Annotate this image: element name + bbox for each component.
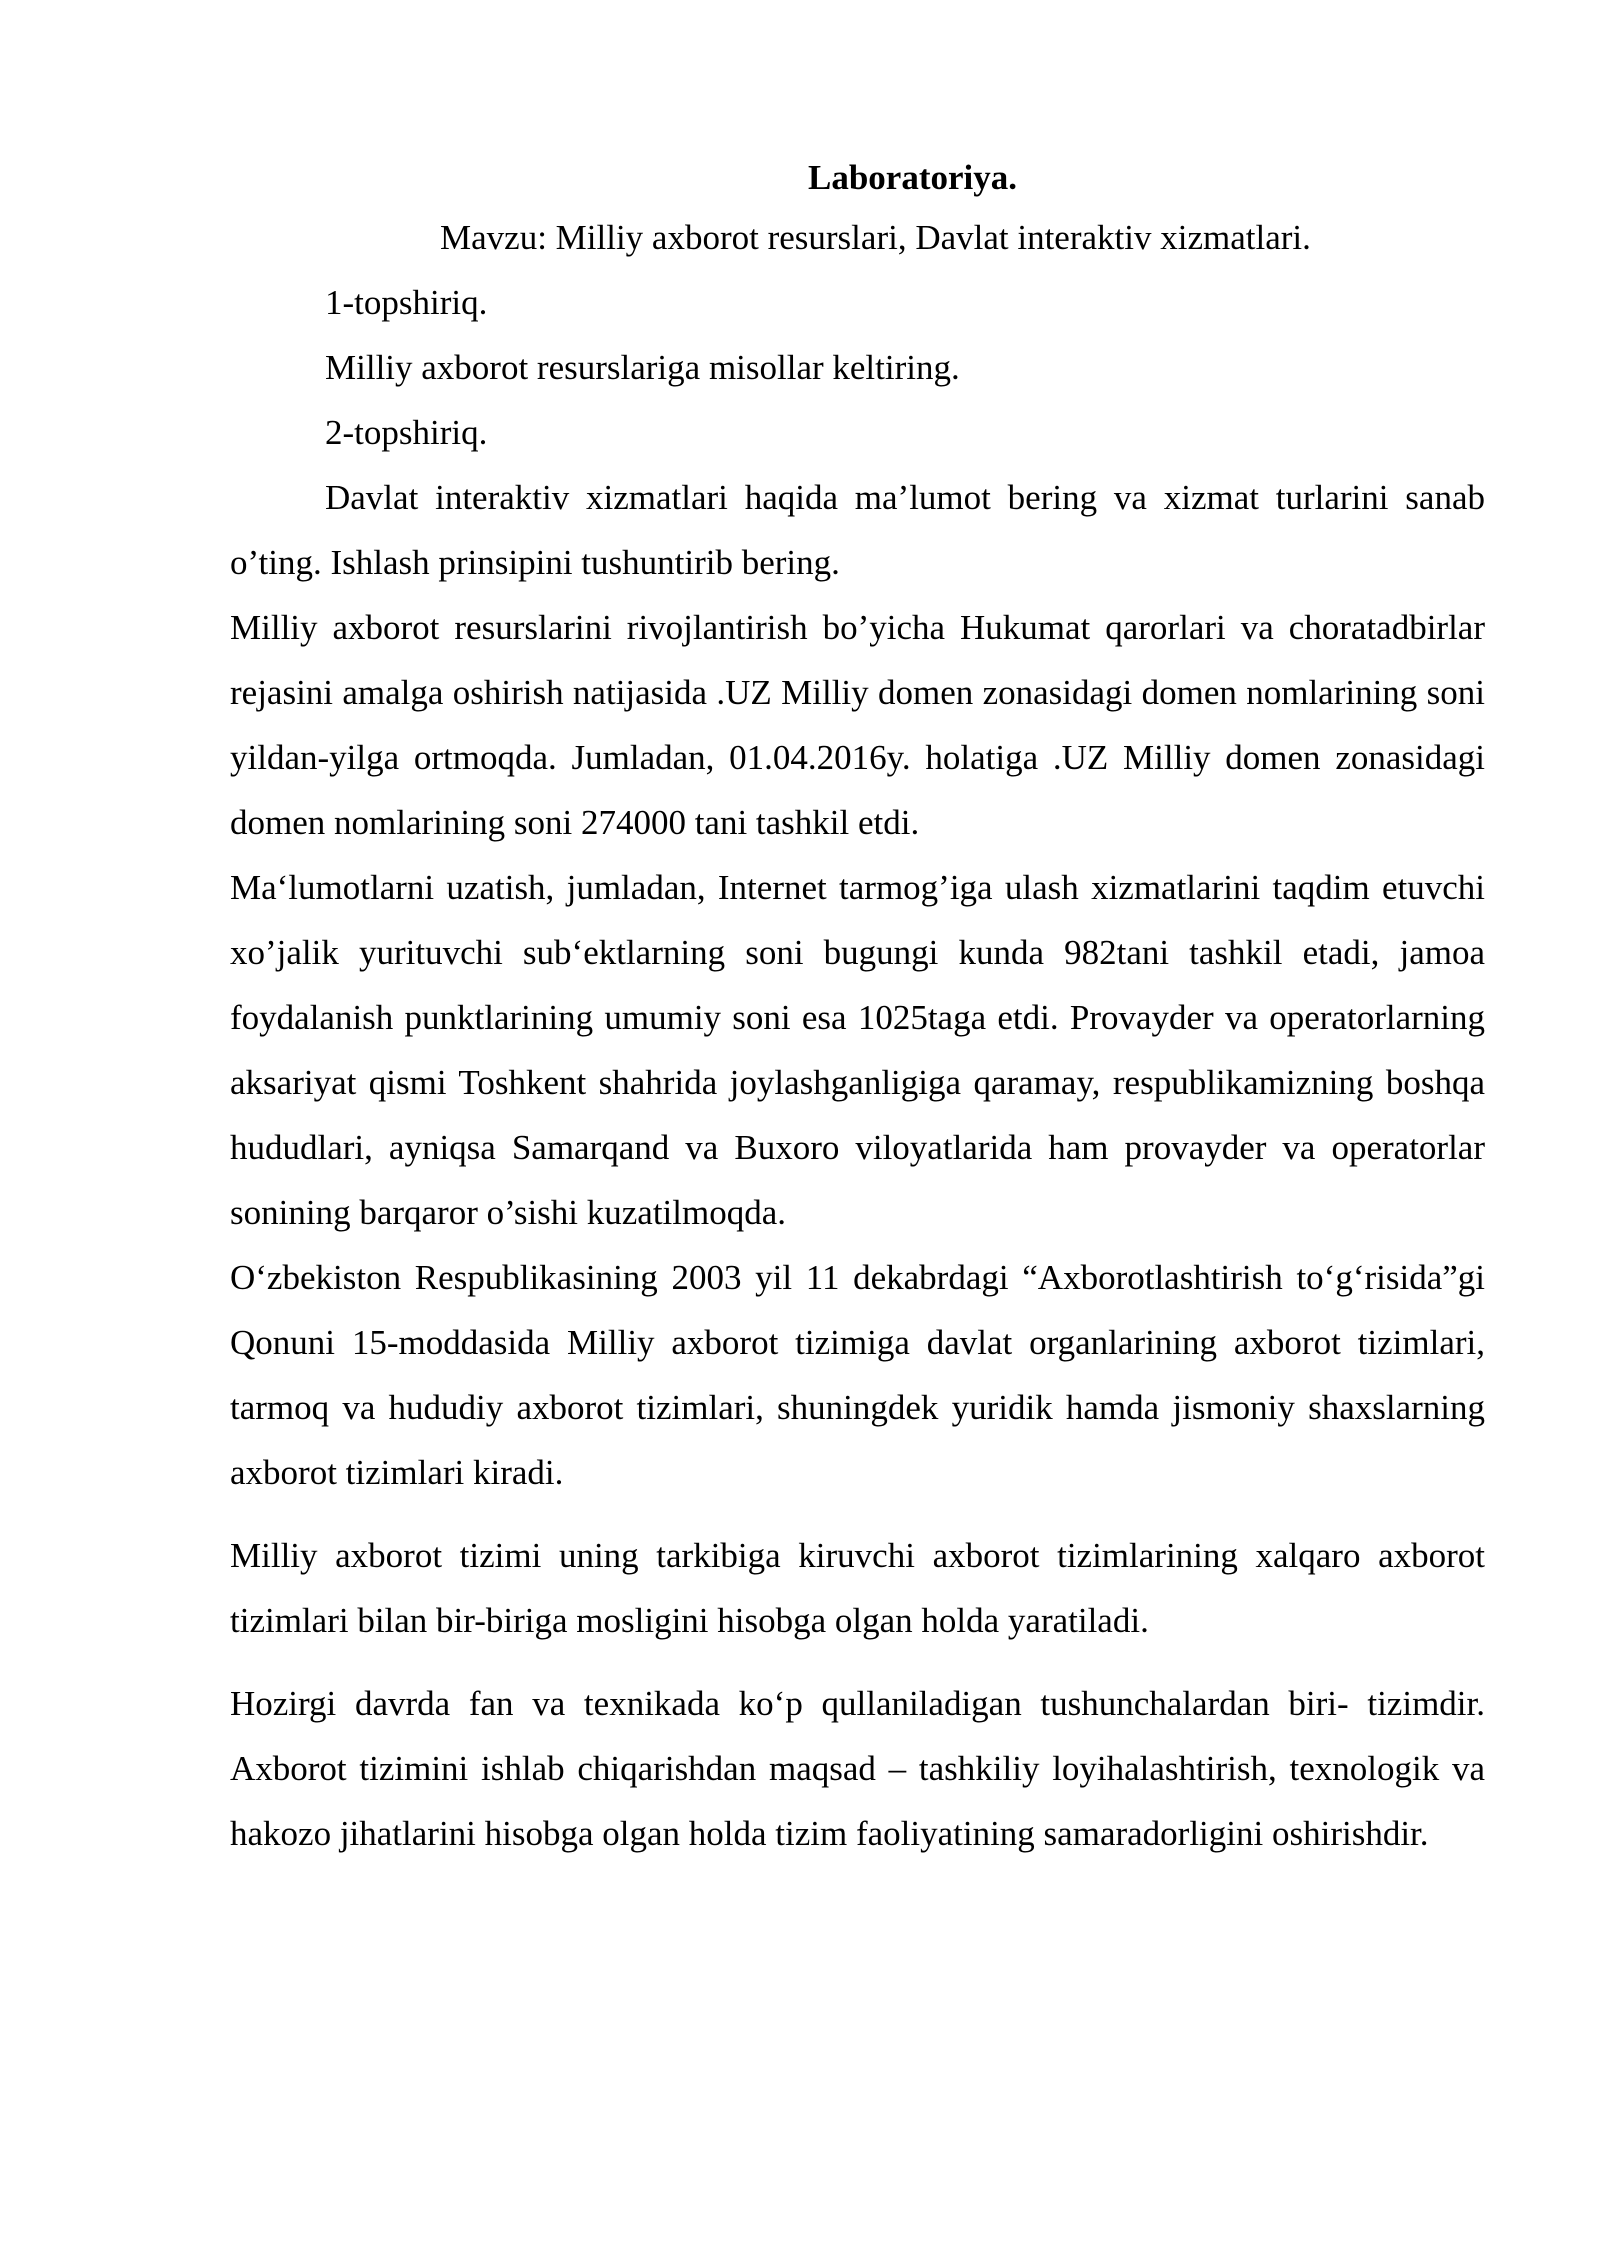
paragraph-system-concept: Hozirgi davrda fan va texnikada ko‘p qullaniladigan tushunchalardan biri- tizimdir. Axborot tizimini ishlab chiqarishdan maqsad – tashkiliy loyihalashtirish, texnologik va hakozo jihatlarini hisobga olgan holda tizim faoliyatining samaradorligini oshirishdir. <box>230 1684 1485 1853</box>
paragraph-national-system: Milliy axborot tizimi uning tarkibiga kiruvchi axborot tizimlarining xalqaro axborot tizimlari bilan bir-biriga mosligini hisobga olgan holda yaratiladi. <box>230 1536 1485 1640</box>
document-topic: Mavzu: Milliy axborot resurslari, Davlat interaktiv xizmatlari. <box>440 218 1311 257</box>
document-page <box>230 150 1485 1866</box>
task2-label: 2-topshiriq. <box>325 413 488 452</box>
task2-text: Davlat interaktiv xizmatlari haqida ma’lumot bering va xizmat turlarini sanab o’ting. Ishlash prinsipini tushuntirib bering. <box>230 478 1485 582</box>
paragraph-providers: Ma‘lumotlarni uzatish, jumladan, Internet tarmog’iga ulash xizmatlarini taqdim etuvchi xo’jalik yurituvchi sub‘ektlarning soni bugungi kunda 982tani tashkil etadi, jamoa foydalanish punktlarining umumiy soni esa 1025taga etdi. Provayder va operatorlarning aksariyat qismi Toshkent shahrida joylashganligiga qaramay, respublikamizning boshqa hududlari, ayniqsa Samarqand va Buxoro viloyatlarida ham provayder va operatorlar sonining barqaror o’sishi kuzatilmoqda. <box>230 868 1485 1232</box>
task1-text: Milliy axborot resurslariga misollar keltiring. <box>325 348 960 387</box>
task1-label: 1-topshiriq. <box>325 283 488 322</box>
paragraph-domain-names: Milliy axborot resurslarini rivojlantirish bo’yicha Hukumat qarorlari va choratadbirlar rejasini amalga oshirish natijasida .UZ Milliy domen zonasidagi domen nomlarining soni yildan-yilga ortmoqda. Jumladan, 01.04.2016y. holatiga .UZ Milliy domen zonasidagi domen nomlarining soni 274000 tani tashkil etdi. <box>230 608 1485 842</box>
paragraph-law: O‘zbekiston Respublikasining 2003 yil 11 dekabrdagi “Axborotlashtirish to‘g‘risida”gi Qonuni 15-moddasida Milliy axborot tizimiga davlat organlarining axborot tizimlari, tarmoq va hududiy axborot tizimlari, shuningdek yuridik hamda jismoniy shaxslarning axborot tizimlari kiradi. <box>230 1258 1485 1492</box>
document-title: Laboratoriya. <box>807 158 1017 197</box>
